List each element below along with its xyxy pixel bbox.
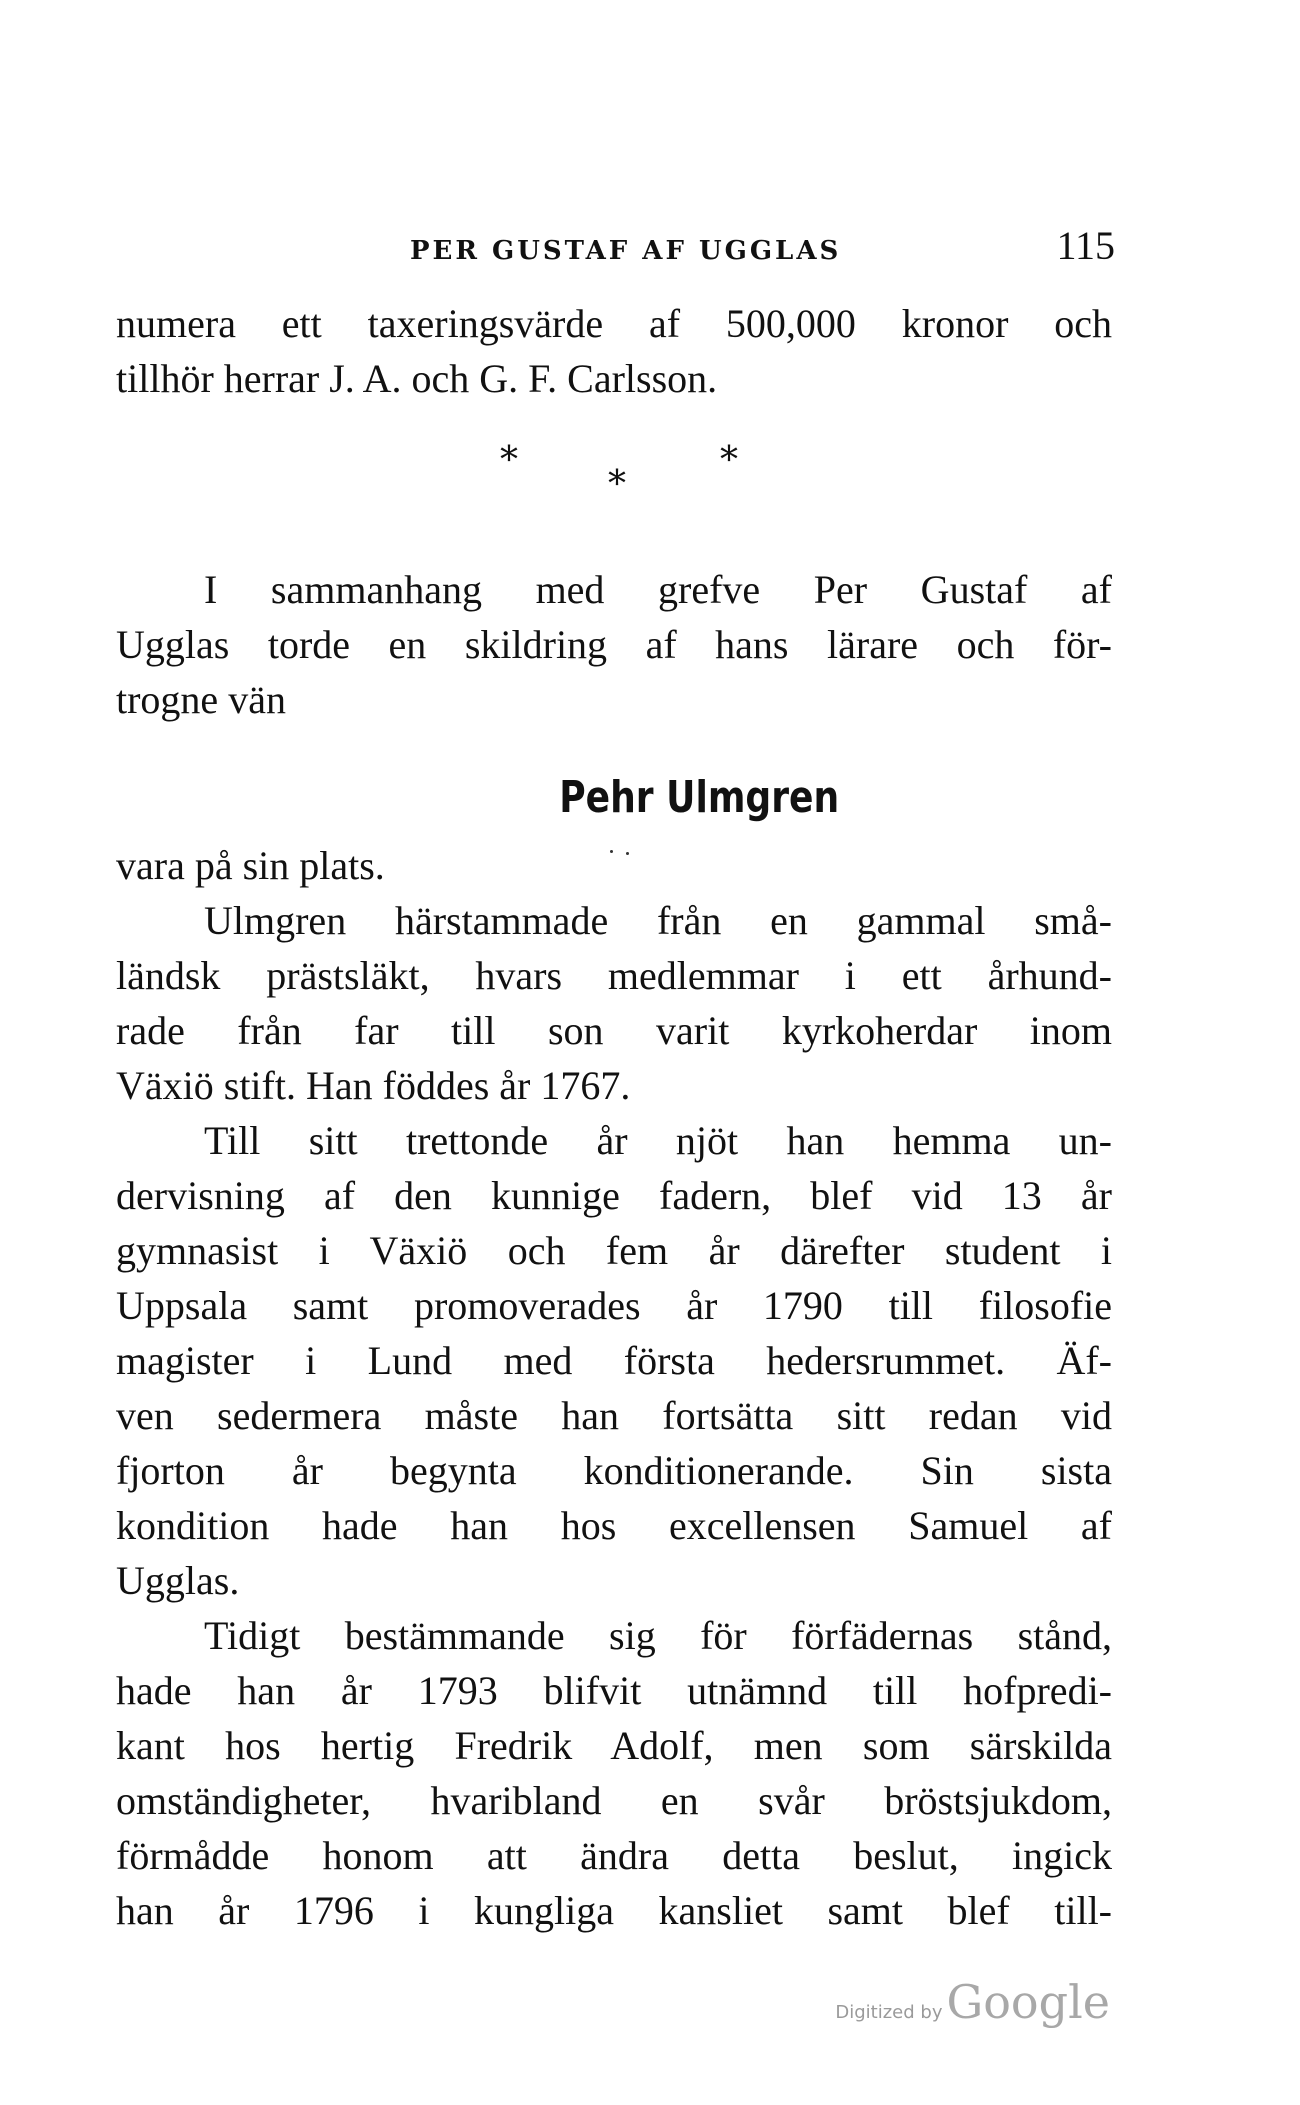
- text-line: magister i Lund med första hedersrummet. Äf-: [116, 1338, 1112, 1383]
- text-line: Ugglas torde en skildring af hans lärare och för-: [116, 622, 1112, 667]
- text-line: vara på sin plats.: [116, 843, 385, 888]
- text-line: Tidigt bestämmande sig för förfädernas stånd,: [204, 1613, 1112, 1658]
- text-line: dervisning af den kunnige fadern, blef vid 13 år: [116, 1173, 1112, 1218]
- text-line: omständigheter, hvaribland en svår bröstsjukdom,: [116, 1778, 1112, 1823]
- text-line: I sammanhang med grefve Per Gustaf af: [204, 567, 1112, 612]
- text-line: Växiö stift. Han föddes år 1767.: [116, 1063, 631, 1108]
- text-line: hade han år 1793 blifvit utnämnd till hofpredi-: [116, 1668, 1112, 1713]
- google-logo: Google: [946, 1975, 1110, 2029]
- text-line: förmådde honom att ändra detta beslut, ingick: [116, 1833, 1112, 1878]
- paragraph-continuation: [116, 296, 1112, 406]
- text-line: ländsk prästsläkt, hvars medlemmar i ett århund-: [116, 953, 1112, 998]
- text-line: rade från far till son varit kyrkoherdar inom: [116, 1008, 1112, 1053]
- text-line: han år 1796 i kungliga kansliet samt blef till-: [116, 1888, 1112, 1933]
- text-line: gymnasist i Växiö och fem år därefter student i: [116, 1228, 1112, 1273]
- asterisk: *: [500, 440, 518, 481]
- section-asterism: [0, 440, 1300, 505]
- asterisk: *: [608, 464, 626, 505]
- text-line: Uppsala samt promoverades år 1790 till filosofie: [116, 1283, 1112, 1328]
- running-title: PER GUSTAF AF UGGLAS: [410, 236, 842, 266]
- text-line: tillhör herrar J. A. och G. F. Carlsson.: [116, 356, 718, 401]
- watermark-prefix: Digitized by: [835, 2002, 943, 2023]
- text-line: fjorton år begynta konditionerande. Sin sista: [116, 1448, 1112, 1493]
- text-line: kondition hade han hos excellensen Samuel af: [116, 1503, 1112, 1548]
- asterisk: *: [720, 440, 738, 481]
- text-line: trogne vän: [116, 677, 286, 722]
- page-number: 115: [1056, 223, 1115, 268]
- paragraph-intro: [116, 562, 1112, 727]
- page-header: [110, 222, 1115, 269]
- person-heading: Pehr Ulmgren: [559, 772, 840, 823]
- text-line: ven sedermera måste han fortsätta sitt redan vid: [116, 1393, 1112, 1438]
- text-line: Till sitt trettonde år njöt han hemma un-: [204, 1118, 1112, 1163]
- text-line: kant hos hertig Fredrik Adolf, men som särskilda: [116, 1723, 1112, 1768]
- biography-text: [116, 838, 1112, 1938]
- digitization-watermark: [835, 1975, 1110, 2029]
- text-line: Ulmgren härstammade från en gammal små-: [204, 898, 1112, 943]
- text-line: Ugglas.: [116, 1558, 240, 1603]
- text-line: numera ett taxeringsvärde af 500,000 kronor och: [116, 301, 1112, 346]
